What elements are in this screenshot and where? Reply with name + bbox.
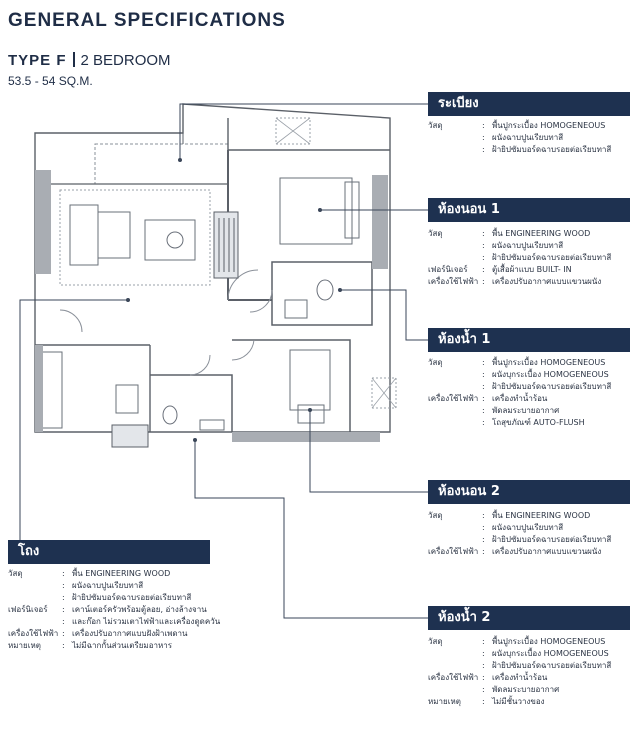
- spec-label: เครื่องใช้ไฟฟ้า: [8, 629, 59, 638]
- spec-value: และก๊อก ไม่รวมเตาไฟฟ้าและเครื่องดูดควัน: [72, 617, 221, 626]
- spec-colon: :: [482, 406, 485, 415]
- spec-value: ผนังฉาบปูนเรียบทาสี: [492, 133, 564, 142]
- spec-label: [428, 252, 482, 264]
- spec-bathroom1: [428, 357, 611, 429]
- spec-label: [8, 580, 62, 592]
- spec-label: [8, 592, 62, 604]
- spec-row: [428, 522, 611, 534]
- spec-label: [428, 522, 482, 534]
- spec-row: [428, 228, 611, 240]
- spec-value: ผนังฉาบปูนเรียบทาสี: [492, 241, 564, 250]
- spec-row: [428, 252, 611, 264]
- column: [35, 170, 51, 274]
- spec-row: [428, 546, 611, 558]
- spec-row: [428, 672, 611, 684]
- spec-value: ฝ้ายิปซัมบอร์ดฉาบรอยต่อเรียบทาสี: [492, 661, 612, 670]
- spec-living: [8, 568, 220, 652]
- spec-value: ผนังฉาบปูนเรียบทาสี: [72, 581, 144, 590]
- page-title: GENERAL SPECIFICATIONS: [8, 10, 286, 31]
- spec-balcony: [428, 120, 611, 156]
- spec-colon: :: [482, 649, 485, 658]
- spec-label: วัสดุ: [428, 121, 443, 130]
- header-living: โถง: [8, 540, 210, 564]
- spec-row: [428, 684, 611, 696]
- spec-value: โถสุขภัณฑ์ AUTO-FLUSH: [492, 418, 585, 427]
- spec-value: พัดลมระบายอากาศ: [492, 685, 560, 694]
- spec-colon: :: [482, 547, 485, 556]
- column: [35, 345, 43, 432]
- spec-row: [428, 276, 611, 288]
- spec-row: [428, 369, 611, 381]
- header-bathroom2: ห้องน้ำ 2: [428, 606, 630, 630]
- spec-colon: :: [62, 593, 65, 602]
- spec-colon: :: [482, 535, 485, 544]
- spec-value: ฝ้ายิปซัมบอร์ดฉาบรอยต่อเรียบทาสี: [492, 535, 612, 544]
- column: [372, 175, 388, 269]
- spec-colon: :: [62, 629, 65, 638]
- spec-colon: :: [482, 523, 485, 532]
- spec-colon: :: [482, 358, 485, 367]
- spec-value: เครื่องทำน้ำร้อน: [492, 673, 548, 682]
- spec-value: ไม่มีชั้นวางของ: [492, 697, 545, 706]
- spec-bathroom2: [428, 636, 611, 708]
- spec-value: ฝ้ายิปซัมบอร์ดฉาบรอยต่อเรียบทาสี: [492, 253, 612, 262]
- spec-value: เครื่องปรับอากาศแบบฝังฝ้าเพดาน: [72, 629, 188, 638]
- spec-row: [428, 405, 611, 417]
- spec-colon: :: [482, 394, 485, 403]
- spec-colon: :: [482, 253, 485, 262]
- header-balcony: ระเบียง: [428, 92, 630, 116]
- spec-value: ผนังฉาบปูนเรียบทาสี: [492, 523, 564, 532]
- spec-label: [428, 240, 482, 252]
- spec-label: เครื่องใช้ไฟฟ้า: [428, 394, 479, 403]
- spec-row: [8, 604, 220, 616]
- spec-colon: :: [482, 685, 485, 694]
- spec-value: ไม่มีฉากกั้นส่วนเตรียมอาหาร: [72, 641, 173, 650]
- spec-value: ผนังบุกระเบื้อง HOMOGENEOUS: [492, 370, 609, 379]
- spec-row: [428, 648, 611, 660]
- spec-value: พื้น ENGINEERING WOOD: [492, 229, 591, 238]
- spec-label: เครื่องใช้ไฟฟ้า: [428, 673, 479, 682]
- leader-bathroom2: [195, 440, 428, 618]
- spec-row: [8, 592, 220, 604]
- spec-value: ฝ้ายิปซัมบอร์ดฉาบรอยต่อเรียบทาสี: [72, 593, 192, 602]
- spec-value: พื้น ENGINEERING WOOD: [72, 569, 171, 578]
- spec-row: [428, 381, 611, 393]
- header-bathroom1: ห้องน้ำ 1: [428, 328, 630, 352]
- spec-row: [428, 144, 611, 156]
- unit-area: 53.5 - 54 SQ.M.: [8, 74, 93, 88]
- spec-value: พื้น ENGINEERING WOOD: [492, 511, 591, 520]
- spec-colon: :: [482, 370, 485, 379]
- spec-row: [428, 264, 611, 276]
- spec-row: [428, 132, 611, 144]
- spec-row: [8, 568, 220, 580]
- spec-colon: :: [482, 418, 485, 427]
- leader-bedroom2: [310, 410, 428, 492]
- spec-row: [428, 240, 611, 252]
- balcony-outline: [95, 144, 228, 184]
- spec-value: ฝ้ายิปซัมบอร์ดฉาบรอยต่อเรียบทาสี: [492, 145, 612, 154]
- spec-row: [428, 534, 611, 546]
- spec-colon: :: [62, 581, 65, 590]
- unit-type-label: TYPE F: [8, 52, 67, 69]
- spec-value: เครื่องปรับอากาศแบบแขวนผนัง: [492, 277, 602, 286]
- spec-colon: :: [482, 661, 485, 670]
- spec-row: [428, 417, 611, 429]
- spec-label: [428, 684, 482, 696]
- spec-label: [428, 132, 482, 144]
- spec-label: เครื่องใช้ไฟฟ้า: [428, 547, 479, 556]
- spec-colon: :: [62, 617, 65, 626]
- spec-row: [428, 357, 611, 369]
- spec-label: [428, 648, 482, 660]
- spec-label: วัสดุ: [428, 637, 443, 646]
- spec-label: [428, 144, 482, 156]
- spec-value: ผนังบุกระเบื้อง HOMOGENEOUS: [492, 649, 609, 658]
- spec-colon: :: [482, 121, 485, 130]
- spec-value: เคาน์เตอร์ครัวพร้อมตู้ลอย, อ่างล้างจาน: [72, 605, 207, 614]
- spec-bedroom1: [428, 228, 611, 288]
- spec-value: พัดลมระบายอากาศ: [492, 406, 560, 415]
- spec-label: วัสดุ: [428, 229, 443, 238]
- spec-colon: :: [482, 265, 485, 274]
- spec-row: [428, 660, 611, 672]
- spec-colon: :: [62, 605, 65, 614]
- bedroom-count: 2 BEDROOM: [80, 52, 171, 69]
- spec-label: หมายเหตุ: [428, 697, 461, 706]
- spec-colon: :: [482, 697, 485, 706]
- spec-label: เฟอร์นิเจอร์: [8, 605, 48, 614]
- spec-label: เครื่องใช้ไฟฟ้า: [428, 277, 479, 286]
- spec-value: เครื่องปรับอากาศแบบแขวนผนัง: [492, 547, 602, 556]
- spec-colon: :: [482, 637, 485, 646]
- spec-label: [428, 417, 482, 429]
- spec-row: [428, 636, 611, 648]
- header-bedroom1: ห้องนอน 1: [428, 198, 630, 222]
- spec-label: เฟอร์นิเจอร์: [428, 265, 468, 274]
- spec-label: วัสดุ: [428, 358, 443, 367]
- spec-colon: :: [62, 641, 65, 650]
- spec-value: พื้นปูกระเบื้อง HOMOGENEOUS: [492, 121, 606, 130]
- spec-row: [8, 628, 220, 640]
- spec-label: [428, 534, 482, 546]
- spec-colon: :: [482, 277, 485, 286]
- header-bedroom2: ห้องนอน 2: [428, 480, 630, 504]
- plan-outline: [35, 104, 390, 432]
- spec-value: พื้นปูกระเบื้อง HOMOGENEOUS: [492, 358, 606, 367]
- spec-colon: :: [482, 511, 485, 520]
- spec-label: [428, 369, 482, 381]
- spec-row: [8, 616, 220, 628]
- spec-label: หมายเหตุ: [8, 641, 41, 650]
- leader-bathroom1: [340, 290, 428, 340]
- spec-row: [428, 393, 611, 405]
- spec-row: [8, 580, 220, 592]
- spec-label: วัสดุ: [8, 569, 23, 578]
- spec-row: [428, 120, 611, 132]
- spec-value: เครื่องทำน้ำร้อน: [492, 394, 548, 403]
- spec-colon: :: [482, 229, 485, 238]
- spec-colon: :: [62, 569, 65, 578]
- spec-bedroom2: [428, 510, 611, 558]
- spec-label: [428, 660, 482, 672]
- spec-colon: :: [482, 241, 485, 250]
- spec-value: พื้นปูกระเบื้อง HOMOGENEOUS: [492, 637, 606, 646]
- spec-label: [428, 381, 482, 393]
- spec-label: [8, 616, 62, 628]
- spec-value: ตู้เสื้อผ้าแบบ BUILT- IN: [492, 265, 572, 274]
- spec-colon: :: [482, 133, 485, 142]
- spec-label: วัสดุ: [428, 511, 443, 520]
- column: [232, 432, 380, 442]
- spec-colon: :: [482, 673, 485, 682]
- spec-colon: :: [482, 382, 485, 391]
- spec-value: ฝ้ายิปซัมบอร์ดฉาบรอยต่อเรียบทาสี: [492, 382, 612, 391]
- spec-row: [428, 696, 611, 708]
- spec-colon: :: [482, 145, 485, 154]
- spec-row: [8, 640, 220, 652]
- spec-label: [428, 405, 482, 417]
- spec-row: [428, 510, 611, 522]
